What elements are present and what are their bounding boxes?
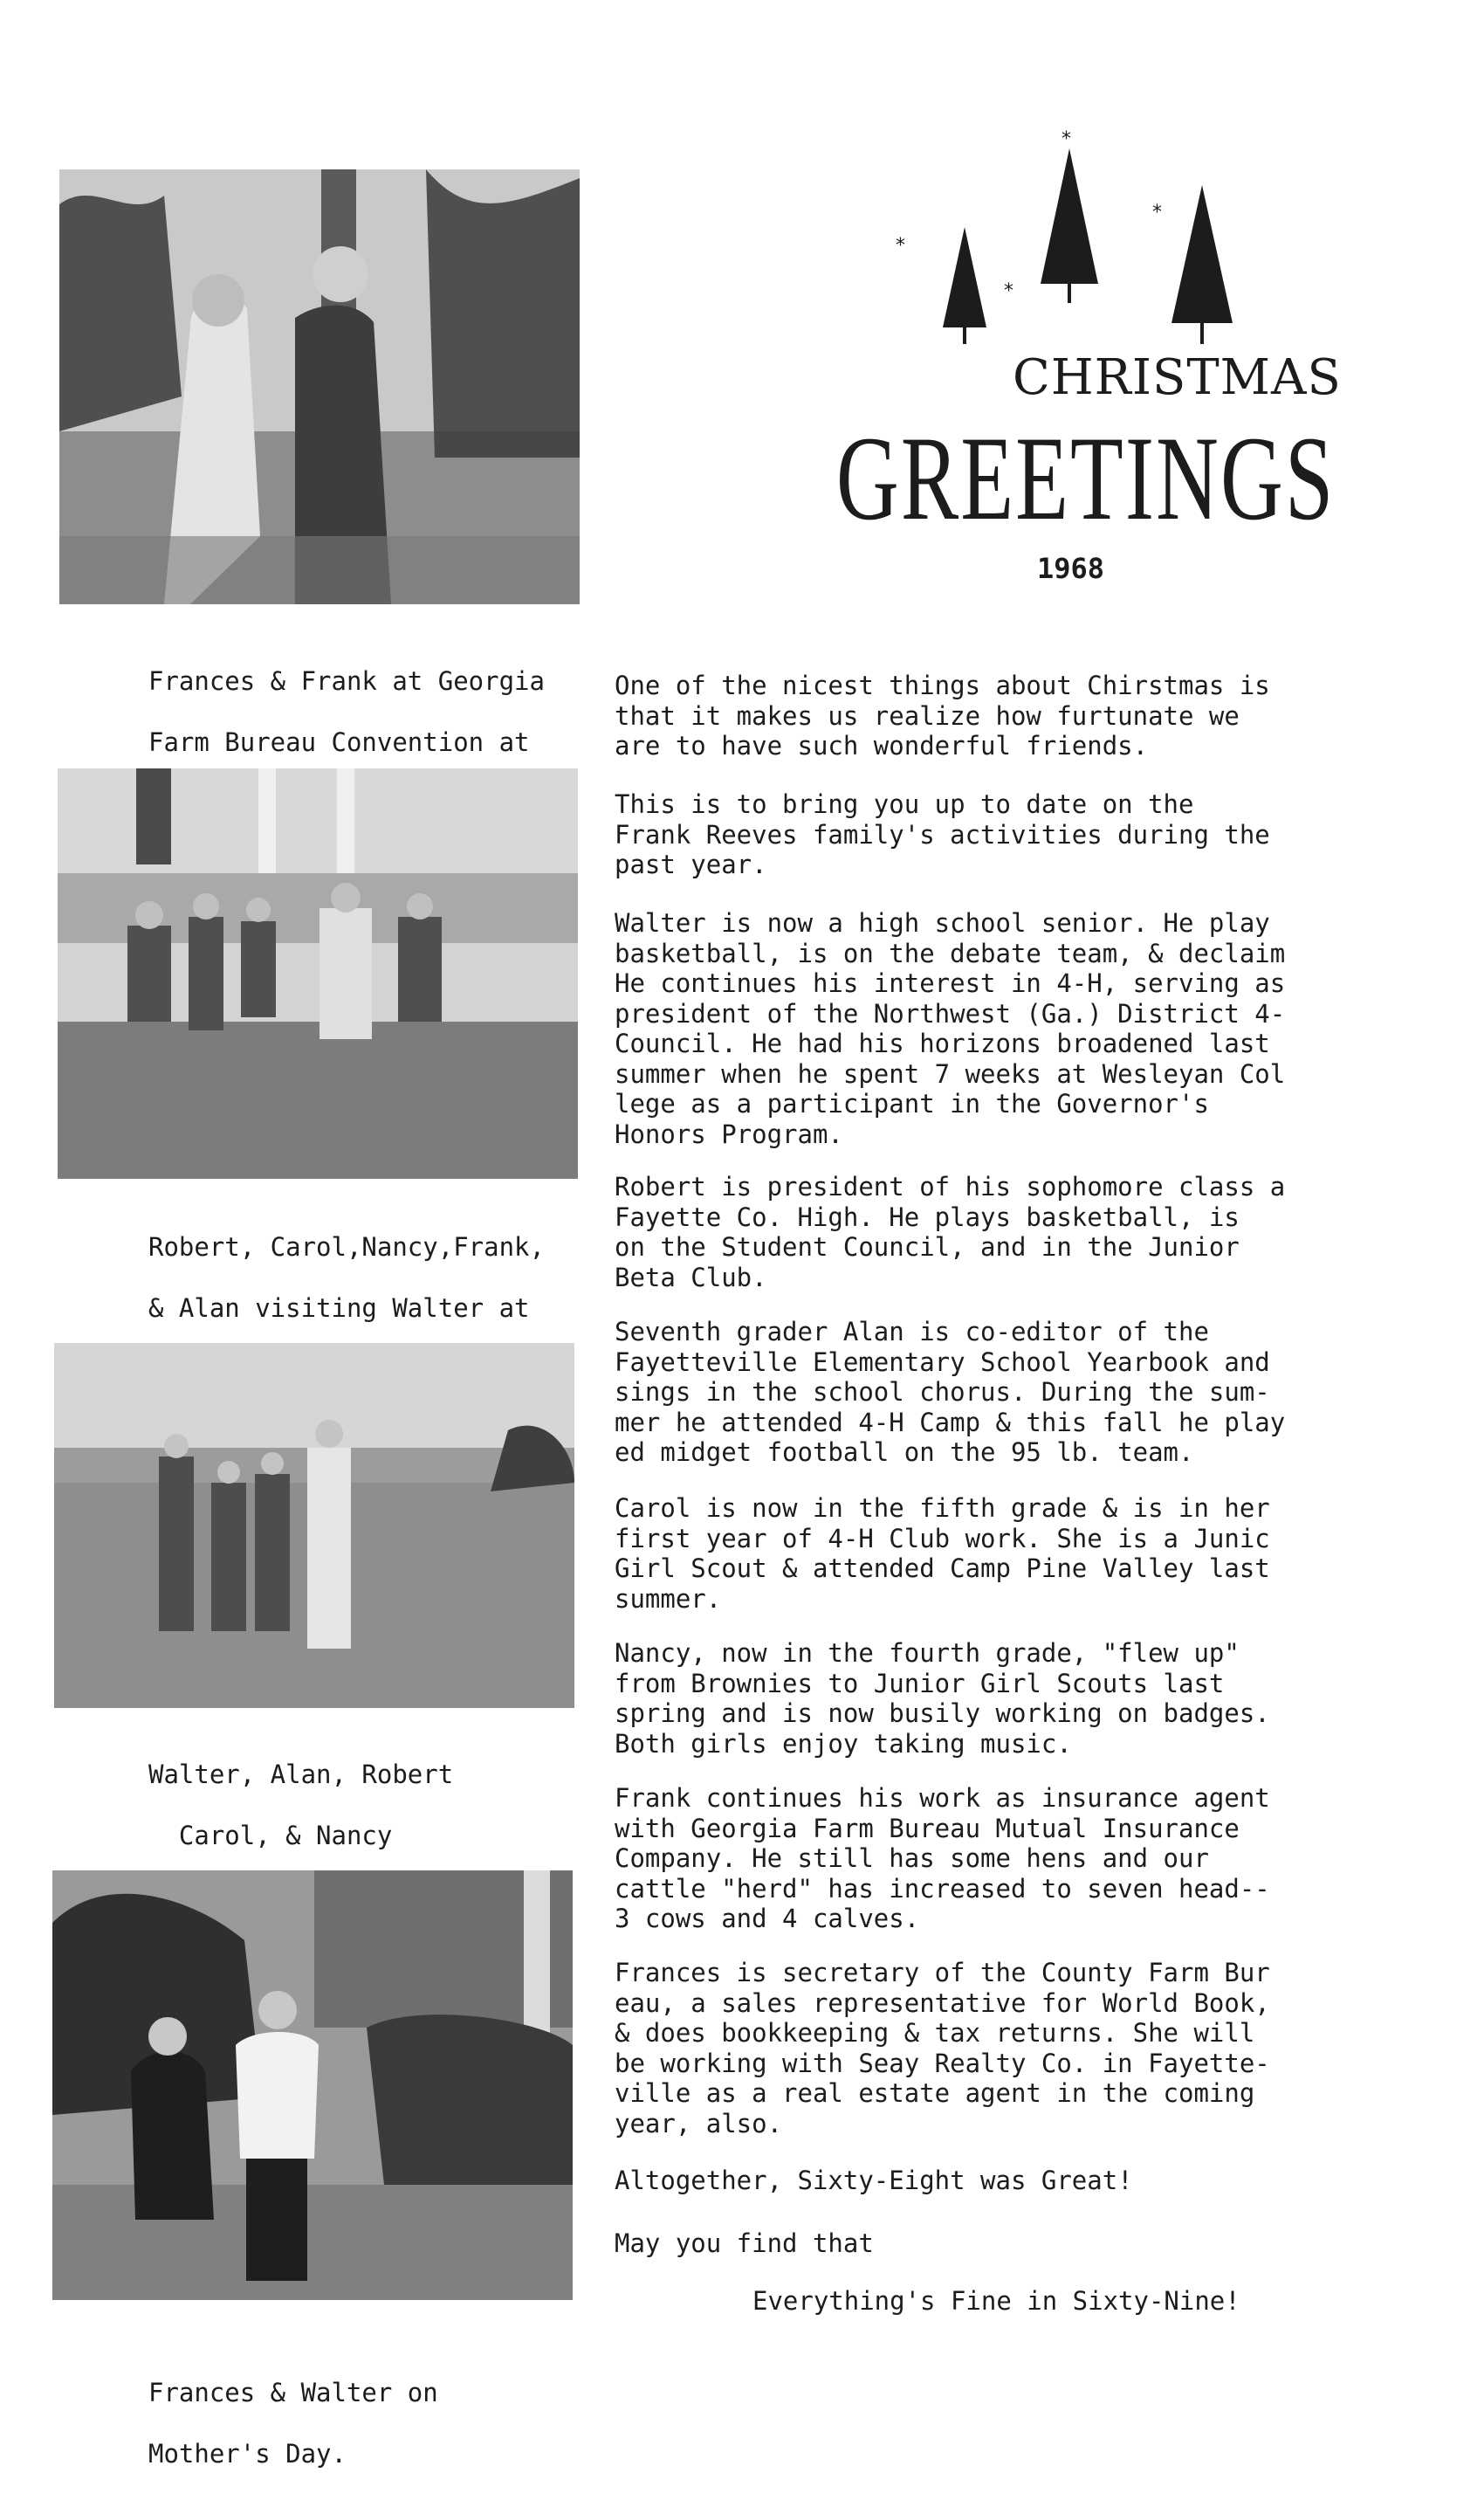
paragraph-may-you-find: May you find that: [615, 2228, 874, 2258]
caption-4: [148, 2347, 438, 2500]
caption-line: Carol, & Nancy: [148, 1821, 393, 1850]
paragraph-nancy: Nancy, now in the fourth grade, "flew up" from Brownies to Junior Girl Scouts last spring and is now busily working on badges. Both girls enjoy taking music.: [615, 1638, 1270, 1759]
paragraph-carol: Carol is now in the fifth grade & is in her first year of 4-H Club work. She is a Junic Girl Scout & attended Camp Pine Valley last summer.: [615, 1493, 1270, 1614]
christmas-heading: CHRISTMAS: [1013, 349, 1342, 406]
photo-frances-frank: [59, 169, 580, 604]
star-sparkles-icon: [896, 128, 1162, 302]
caption-line: & Alan visiting Walter at: [148, 1293, 530, 1323]
paragraph-robert: Robert is president of his sophomore class a Fayette Co. High. He plays basketball, is on the Student Council, and in the Junior Beta Club.: [615, 1172, 1286, 1292]
caption-line: Robert, Carol,Nancy,Frank,: [148, 1232, 545, 1262]
small-tree-icon: [943, 227, 986, 344]
caption-line: Frances & Walter on: [148, 2378, 438, 2407]
photo-frances-walter: [52, 1870, 573, 2300]
caption-line: Frances & Frank at Georgia: [148, 666, 545, 696]
christmas-trees-illustration: [890, 122, 1301, 349]
photo-children-frosty-morning: [54, 1343, 574, 1708]
svg-text:*: *: [896, 235, 905, 257]
paragraph-intro: One of the nicest things about Chirstmas is that it makes us realize how furtunate we are to have such wonderful friends.: [615, 671, 1270, 761]
middle-tree-icon: [1041, 148, 1098, 303]
right-tree-icon: [1171, 185, 1233, 344]
greetings-heading: GREETINGS: [836, 411, 1336, 545]
paragraph-alan: Seventh grader Alan is co-editor of the Fayetteville Elementary School Yearbook and sings in the school chorus. During the sum- mer he attended 4-H Camp & this fall he play ed midget football on the 95 lb. team.: [615, 1317, 1286, 1467]
photo-family-wesleyan: [58, 768, 578, 1179]
paragraph-altogether: Altogether, Sixty-Eight was Great!: [615, 2166, 1133, 2195]
svg-text:*: *: [1061, 128, 1071, 150]
caption-line: Walter, Alan, Robert: [148, 1760, 454, 1789]
caption-line: Mother's Day.: [148, 2439, 347, 2469]
paragraph-update: This is to bring you up to date on the Frank Reeves family's activities during the past year.: [615, 789, 1270, 879]
svg-text:*: *: [1004, 280, 1013, 302]
paragraph-closing: Everything's Fine in Sixty-Nine!: [752, 2286, 1240, 2316]
paragraph-walter: Walter is now a high school senior. He play basketball, is on the debate team, & declaim He continues his interest in 4-H, serving as president of the Northwest (Ga.) District 4- Council. He had his horizons broadened last summer when he spent 7 weeks at Wesleyan Col lege as a participant in the Governor's Honors Program.: [615, 908, 1286, 1149]
year-heading: 1968: [1037, 552, 1105, 585]
caption-line: Farm Bureau Convention at: [148, 727, 530, 757]
svg-text:*: *: [1152, 202, 1162, 224]
paragraph-frances: Frances is secretary of the County Farm Bur eau, a sales representative for World Book, & does bookkeeping & tax returns. She will be working with Seay Realty Co. in Fayette- ville as a real estate agent in the coming year, also.: [615, 1958, 1270, 2138]
paragraph-frank: Frank continues his work as insurance agent with Georgia Farm Bureau Mutual Insurance Company. He still has some hens and our cattle "herd" has increased to seven head-- 3 cows and 4 calves.: [615, 1783, 1270, 1933]
